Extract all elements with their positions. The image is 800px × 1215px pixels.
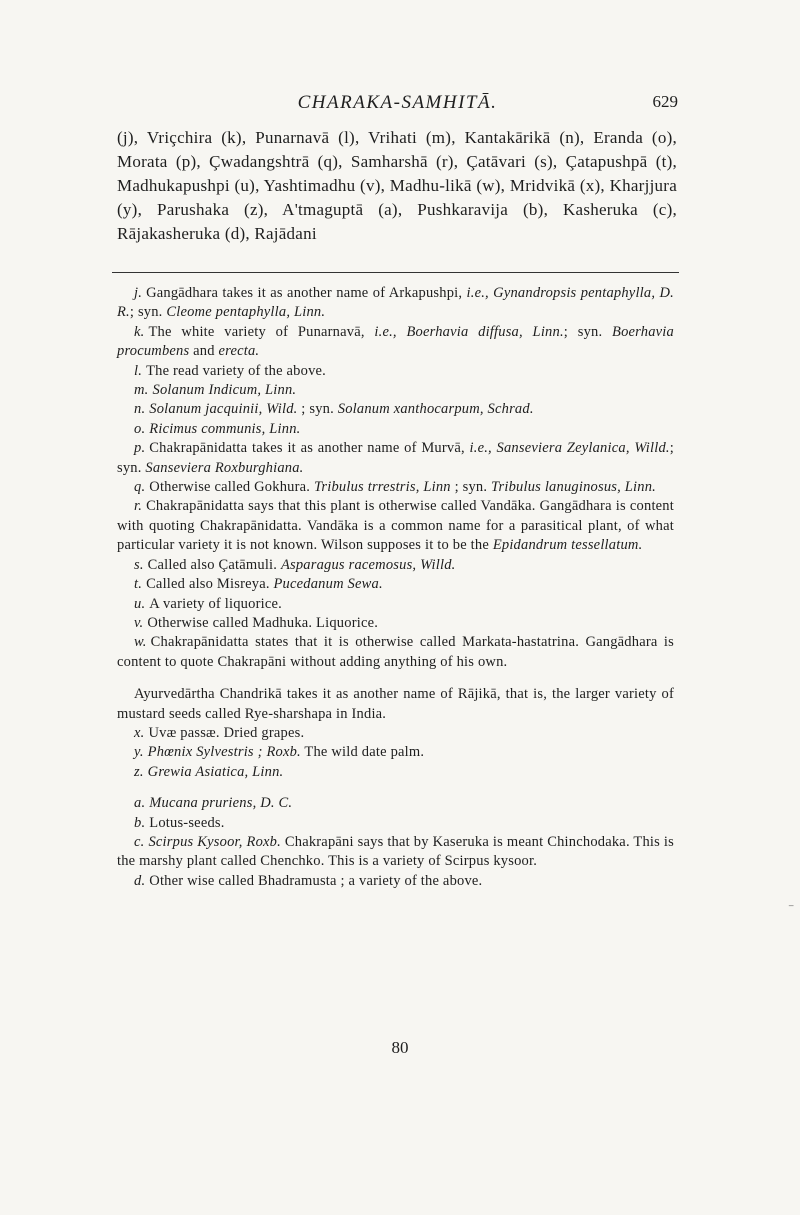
- footnote-letter: t.: [134, 576, 143, 593]
- footnote: [117, 794, 674, 813]
- footnote-text: Asparagus racemosus, Willd.: [280, 556, 456, 573]
- footnote-text: erecta.: [218, 343, 260, 360]
- footnote: [117, 439, 674, 478]
- footnote-text: i.e., Boerhavia diffusa, Linn.: [374, 323, 564, 340]
- footnote-letter: d.: [134, 872, 146, 889]
- commentary-paragraph: Ayurvedārtha Chandrikā takes it as another name of Rājikā, that is, the larger variety of mustard seeds called Rye-sharshapa in India.: [117, 686, 674, 722]
- footnote-letter: w.: [134, 634, 147, 651]
- footnote-text: Otherwise called Gokhura.: [149, 479, 314, 496]
- footnote: [117, 420, 674, 439]
- footnote-text: Solanum xanthocarpum, Schrad.: [337, 401, 534, 418]
- footnote-text: Grewia Asiatica, Linn.: [147, 763, 284, 780]
- footnote-text: Chakrapāni says that by Kaseruka is meant Chinchodaka. This is the marshy plant called Chenchko. This is a variety of Scirpus kysoor.: [117, 833, 675, 870]
- footnote-text: Mucana pruriens, D. C.: [149, 795, 293, 812]
- footnote-text: Chakrapānidatta takes it as another name of Murvā,: [149, 440, 470, 457]
- footnote-letter: y.: [134, 744, 144, 761]
- footnote-text: Lotus-seeds.: [149, 814, 225, 831]
- footnote: [117, 724, 674, 743]
- footnote: [117, 556, 674, 575]
- footnote-letter: r.: [134, 498, 143, 515]
- footnote-text: The read variety of the above.: [146, 362, 326, 379]
- footnote-text: Solanum Indicum, Linn.: [152, 382, 297, 399]
- footnote-letter: a.: [134, 795, 146, 812]
- footnote-letter: n.: [134, 401, 146, 418]
- footnote: [117, 633, 674, 672]
- footnote: [117, 595, 674, 614]
- footnote: [117, 478, 674, 497]
- footnote-text: Chakrapānidatta says that this plant is otherwise called Vandāka. Gangādhara is content with quoting Chakrapānidatta. Vandāka is a common name for a parasitical plant, of what particular variety it is not known. Wilson supposes it to be the: [117, 498, 674, 554]
- footnote: [117, 763, 674, 782]
- footnote-text: Chakrapānidatta states that it is otherwise called Markata-hastatrina. Gangādhara is content to quote Chakrapāni without adding anything of his own.: [117, 634, 674, 670]
- footnote-text: ; syn.: [450, 479, 492, 496]
- main-text: (j), Vriçchira (k), Punarnavā (l), Vrihati (m), Kantakārikā (n), Eranda (o), Morata (p), Çwadangshtrā (q), Samharshā (r), Çatāvari (s), Çatapushpā (t), Madhukapushpi (u), Yashtimadhu (v), Madhu-likā (w), Mridvikā (x), Kharjjura (y), Parushaka (z), A'tmaguptā (a), Pushkaravija (b), Kasheruka (c), Rājakasheruka (d), Rajādani: [117, 128, 677, 243]
- margin-mark: ⁻: [788, 901, 795, 915]
- footnote-letter: k.: [134, 323, 145, 340]
- footnote-text: i.e., Gynandropsis pentaphylla, D. R.: [117, 285, 674, 321]
- footnote-text: and: [189, 343, 219, 360]
- footnote-text: Gangādhara takes it as another name of Arkapushpi,: [146, 285, 467, 301]
- footnote: [117, 497, 674, 555]
- footnote-text: Ricimus communis, Linn.: [149, 420, 301, 437]
- footnote-text: The white variety of Punarnavā,: [148, 323, 375, 340]
- footnote: [117, 323, 674, 362]
- footnote-text: A variety of liquorice.: [149, 595, 282, 612]
- footnote-letter: b.: [134, 814, 146, 831]
- footnote-text: Phœnix Sylvestris ; Roxb.: [147, 744, 301, 761]
- footnote: [117, 614, 674, 633]
- footnote-letter: j.: [134, 285, 143, 301]
- footnote-group-a: [117, 284, 674, 672]
- footnote-letter: o.: [134, 420, 146, 437]
- footnote-text: Scirpus Kysoor, Roxb.: [148, 833, 281, 850]
- footnote-letter: q.: [134, 479, 146, 496]
- running-title: CHARAKA-SAMHITĀ.: [297, 92, 498, 113]
- footnote-text: Uvæ passæ. Dried grapes.: [148, 724, 305, 741]
- footnote: [117, 284, 674, 323]
- footnote: [117, 814, 674, 833]
- footnote-text: ; syn.: [563, 323, 613, 340]
- footnotes: [117, 284, 674, 891]
- footnote-group-b: [117, 724, 674, 782]
- footnote-letter: m.: [134, 382, 149, 399]
- footnote-text: Epidandrum tessellatum.: [492, 537, 643, 554]
- footnote-text: ; syn.: [297, 401, 338, 418]
- footnote: [117, 743, 674, 762]
- footnote-text: Tribulus lanuginosus, Linn.: [491, 479, 656, 496]
- footnote-text: ; syn.: [117, 440, 674, 476]
- signature-number: 80: [391, 1038, 409, 1057]
- footnote-text: The wild date palm.: [300, 744, 425, 761]
- footnote-letter: l.: [134, 362, 143, 379]
- footnote: [117, 381, 674, 400]
- footnote: [117, 400, 674, 419]
- footnote: [117, 833, 674, 872]
- footnote-letter: u.: [134, 595, 146, 612]
- footnote: [117, 362, 674, 381]
- footnote-letter: c.: [134, 833, 145, 850]
- footnote-letter: v.: [134, 614, 144, 631]
- footnote-letter: x.: [134, 724, 145, 741]
- footnote-text: ; syn.: [129, 304, 167, 321]
- footnote-group-c: [117, 794, 674, 891]
- footnote-text: Called also Çatāmuli.: [147, 556, 281, 573]
- footnote-text: i.e., Sanseviera Zeylanica, Willd.: [469, 440, 670, 457]
- footnote-rule: [112, 272, 679, 273]
- footnote-text: Other wise called Bhadramusta ; a variety of the above.: [149, 872, 483, 889]
- footnote-text: Boerhavia procumbens: [117, 323, 674, 360]
- footnote-letter: z.: [134, 763, 144, 780]
- footnote: [117, 872, 674, 891]
- page-header: [117, 92, 678, 116]
- footnote-text: Pucedanum Sewa.: [273, 576, 383, 593]
- footnote: [117, 575, 674, 594]
- footnote-text: Cleome pentaphylla, Linn.: [166, 304, 326, 321]
- footnote-text: Solanum jacquinii, Wild.: [149, 401, 298, 418]
- footnote-text: Tribulus trrestris, Linn: [313, 479, 451, 496]
- page-number: 629: [652, 92, 678, 111]
- footnote-text: Sanseviera Roxburghiana.: [145, 459, 304, 476]
- footnote-text: Called also Misreya.: [146, 576, 274, 593]
- footnote-text: Otherwise called Madhuka. Liquorice.: [147, 614, 379, 631]
- footnote-letter: s.: [134, 556, 144, 573]
- footnote-letter: p.: [134, 440, 146, 457]
